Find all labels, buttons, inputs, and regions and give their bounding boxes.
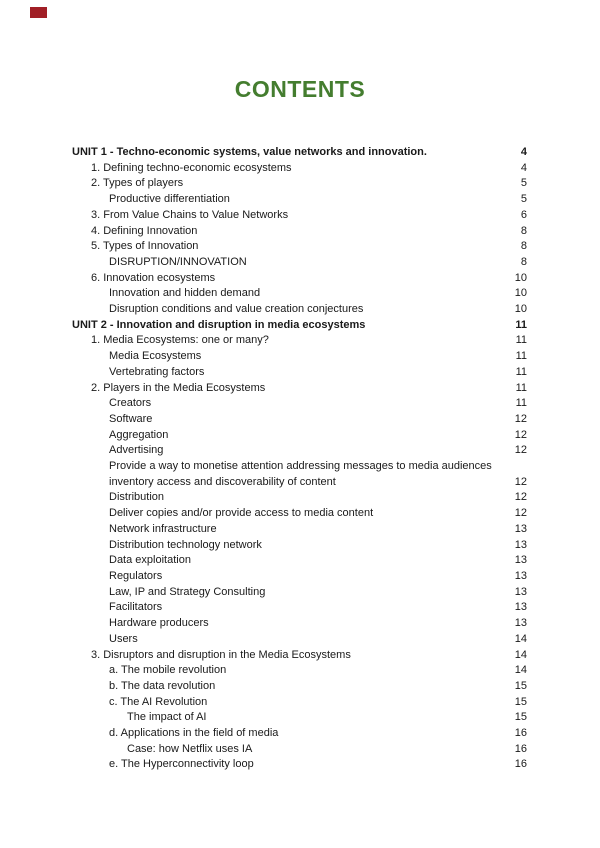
toc-entry [72,695,527,711]
toc-entry-text: Facilitators [109,601,163,614]
toc-entry-text: c. The AI Revolution [109,695,208,708]
toc-entry-text: Hardware producers [109,617,209,630]
toc-entry [72,381,527,397]
toc-entry-page: 11 [515,334,527,347]
toc-entry-page: 8 [520,255,527,268]
toc-entry-text: 2. Types of players [91,177,184,190]
toc-entry [72,271,527,287]
toc-entry-page: 4 [520,146,527,158]
toc-entry [72,522,527,538]
toc-entry-page: 16 [514,742,527,755]
toc-entry [72,365,527,381]
toc-entry-page: 10 [514,303,527,316]
toc-entry-text: Innovation and hidden demand [109,287,261,300]
toc-entry [72,318,527,334]
toc-entry-page: 13 [514,538,527,551]
toc-entry-page: 14 [514,648,527,661]
toc-entry [72,412,527,428]
toc-entry-page: 11 [515,318,527,331]
toc-entry-page: 8 [520,224,527,237]
toc-entry-page: 13 [514,522,527,535]
toc-entry [72,255,527,271]
toc-entry [72,239,527,255]
toc-entry-page: 6 [520,208,527,221]
toc-entry [72,679,527,695]
toc-entry [72,648,527,664]
toc-entry-page: 10 [514,287,527,300]
toc-entry-page: 5 [520,193,527,206]
toc-entry-text: Media Ecosystems [109,350,202,363]
toc-entry-text: Data exploitation [109,554,191,567]
toc-entry-page: 11 [515,350,527,363]
toc-entry-text: Advertising [109,444,164,457]
toc-entry-page: 4 [520,161,527,174]
toc-entry [72,333,527,349]
toc-entry-text: Aggregation [109,428,169,441]
toc-entry-text: d. Applications in the field of media [109,727,279,740]
toc-entry-page: 16 [514,758,527,771]
toc-entry [72,176,527,192]
toc-entry-page: 12 [514,491,527,504]
toc-entry [72,396,527,412]
toc-entry [72,506,527,522]
toc-entry-text: Network infrastructure [109,522,217,535]
toc-entry-text: Creators [109,397,152,410]
toc-entry-text: e. The Hyperconnectivity loop [109,758,254,771]
toc-entry-text: 1. Media Ecosystems: one or many? [91,334,269,347]
toc-entry [72,286,527,302]
toc-entry-page: 14 [514,632,527,645]
toc-entry [72,569,527,585]
toc-entry-text: 3. Disruptors and disruption in the Media Ecosystems [91,648,351,661]
page-title: CONTENTS [234,76,366,102]
toc-entry-text: UNIT 1 - Techno-economic systems, value networks and innovation. [72,146,427,158]
toc-entry-text: b. The data revolution [109,679,216,692]
toc-entry [72,710,527,726]
toc-entry-page: 15 [514,711,527,724]
toc-entry-text: 6. Innovation ecosystems [91,271,216,284]
toc-entry [72,600,527,616]
toc-entry-text: 3. From Value Chains to Value Networks [91,208,289,221]
toc-entry-text: UNIT 2 - Innovation and disruption in media ecosystems [72,318,366,331]
toc-entry-page: 13 [514,585,527,598]
toc-entry-text: Provide a way to monetise attention addressing messages to media audiences inventory access and discoverability of content [109,460,492,488]
toc-entry-page: 13 [514,554,527,567]
toc-entry-text: Case: how Netflix uses IA [127,742,253,755]
toc-entry-text: 1. Defining techno-economic ecosystems [91,161,292,174]
toc-entry-text: Productive differentiation [109,193,230,206]
toc-entry-text: Distribution [109,491,165,504]
toc-entry [72,459,527,490]
toc-entry [72,490,527,506]
toc-entry-text: Software [109,412,153,425]
toc-entry-page: 11 [515,381,527,394]
toc-entry-text: Deliver copies and/or provide access to media content [109,507,374,520]
toc-entry [72,349,527,365]
toc-entry-page: 16 [514,727,527,740]
toc-entry [72,585,527,601]
toc-entry-text: Disruption conditions and value creation conjectures [109,303,364,316]
toc-entry [72,428,527,444]
toc-entry [72,224,527,240]
toc-entry-page: 5 [520,177,527,190]
toc-entry [72,192,527,208]
toc-entry-page: 13 [514,601,527,614]
toc-entry-text: DISRUPTION/INNOVATION [109,255,247,268]
toc-entry [72,538,527,554]
toc-entry-page: 13 [514,617,527,630]
toc-entry-text: 5. Types of Innovation [91,240,199,253]
toc-entry [72,616,527,632]
toc-entry-page: 13 [514,569,527,582]
toc-entry-page: 8 [520,240,527,253]
toc-entry-page: 14 [514,664,527,677]
toc-entry-text: 2. Players in the Media Ecosystems [91,381,266,394]
toc-entry-page: 15 [514,679,527,692]
toc-entry-page: 10 [514,271,527,284]
toc-entry [72,742,527,758]
toc-entry [72,145,527,161]
toc-entry [72,208,527,224]
toc-entry-text: a. The mobile revolution [109,664,227,677]
toc-entry-page: 12 [514,475,527,488]
toc-entry [72,161,527,177]
toc-entry [72,443,527,459]
toc-entry [72,726,527,742]
toc-entry-text: Law, IP and Strategy Consulting [109,585,266,598]
toc-entry [72,553,527,569]
toc-entry [72,632,527,648]
toc-entry-text: Users [109,632,138,645]
toc-entry-page: 12 [514,507,527,520]
toc-entry-page: 11 [515,397,527,410]
corner-accent-mark [30,7,47,18]
toc-entry [72,757,527,773]
toc-entry-text: Distribution technology network [109,538,262,551]
toc-entry [72,302,527,318]
toc-entry-page: 11 [515,365,527,378]
toc-entry-page: 12 [514,412,527,425]
toc-entry [72,663,527,679]
toc-entry-page: 12 [514,444,527,457]
toc-entry-text: The impact of AI [127,711,207,724]
toc-entry-text: Vertebrating factors [109,365,205,378]
toc-entry-text: 4. Defining Innovation [91,224,198,237]
toc-entry-page: 12 [514,428,527,441]
toc-entry-page: 15 [514,695,527,708]
toc-list [72,145,527,773]
toc-entry-text: Regulators [109,569,163,582]
